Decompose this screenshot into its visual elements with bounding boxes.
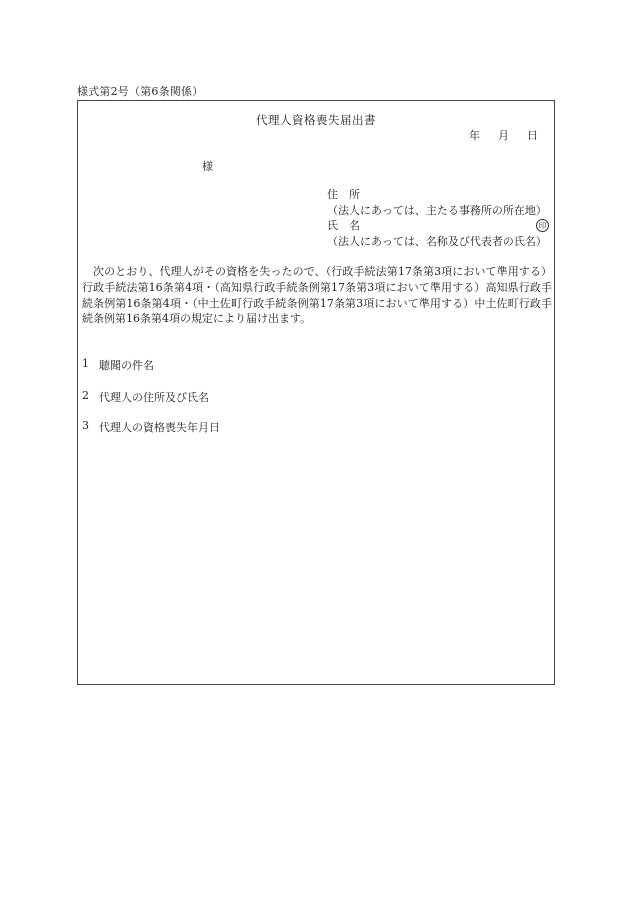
list-item: [82, 389, 209, 405]
item-number: 3: [82, 419, 89, 432]
seal-mark: 印: [536, 219, 549, 232]
item-label: 代理人の住所及び氏名: [99, 391, 209, 404]
document-title: 代理人資格喪失届出書: [256, 113, 376, 127]
address-note: （法人にあっては、主たる事務所の所在地）: [327, 203, 547, 217]
day-label: 日: [527, 129, 538, 142]
year-label: 年: [469, 129, 480, 142]
addressee-suffix: 様: [202, 160, 213, 173]
item-number: 1: [82, 357, 89, 370]
month-label: 月: [498, 129, 509, 142]
date-row: [469, 127, 538, 143]
address-label: 住 所: [327, 188, 360, 201]
list-item: [82, 419, 220, 435]
item-label: 代理人の資格喪失年月日: [99, 421, 220, 434]
item-label: 聴聞の件名: [99, 359, 154, 372]
form-number-label: 様式第2号（第6条関係）: [77, 85, 204, 98]
sender-block: [327, 187, 553, 249]
form-frame: [77, 100, 555, 685]
name-note: （法人にあっては、名称及び代表者の氏名）: [327, 234, 547, 248]
body-paragraph: 次のとおり、代理人がその資格を失ったので、（行政手続法第17条第3項において準用する）行政手続法第16条第4項・（高知県行政手続条例第17条第3項において準用する）高知県行政手続条例第16条第4項・（中土佐町行政手続条例第17条第3項において準用する）中土佐町行政手続条例第16条第4項の規定により届け出ます。: [82, 265, 552, 326]
item-number: 2: [82, 389, 89, 402]
name-row: [327, 218, 553, 234]
name-label: 氏 名: [327, 219, 360, 232]
list-item: [82, 357, 154, 373]
